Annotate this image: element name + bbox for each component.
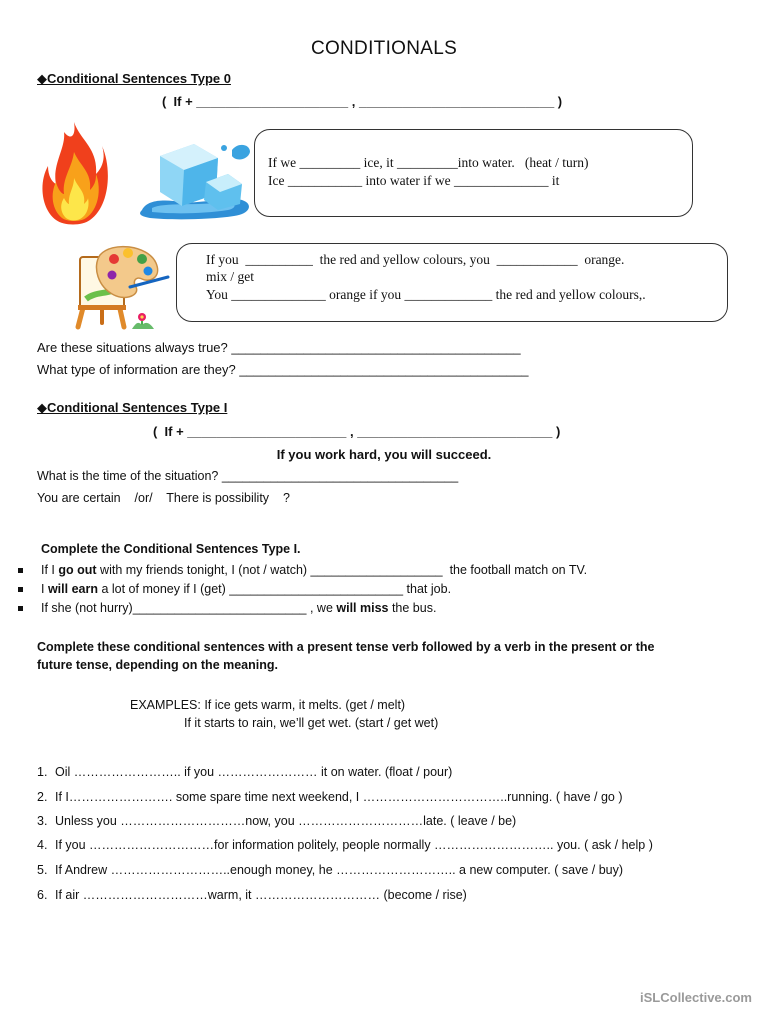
type0-box1-line1: If we _________ ice, it _________into water. (heat / turn) [268,155,589,170]
exercise1-item: I will earn a lot of money if I (get) _________________________ that job. [41,582,452,596]
exercise2-instruction-line2: future tense, depending on the meaning. [37,658,278,672]
page-title: CONDITIONALS [310,38,458,59]
type1-heading: ◆Conditional Sentences Type I [37,400,228,415]
exercise1-item: If she (not hurry)_________________________ , we will miss the bus. [41,601,437,615]
exercise2-item: 2. If I……………………. some spare time next weekend, I ……………………………..running. ( have / go ) [37,790,623,804]
type0-question-2: What type of information are they? ________________________________________ [37,362,529,377]
exercise1-item: If I go out with my friends tonight, I (not / watch) ___________________ the football match on TV. [41,563,588,577]
type0-question-1: Are these situations always true? ________________________________________ [37,340,521,355]
exercise2-examples-line2: If it starts to rain, we’ll get wet. (start / get wet) [184,716,439,730]
exercise2-item: 5. If Andrew ………………………..enough money, he ……………………….. a new computer. ( save / buy) [37,863,624,877]
exercise1-heading: Complete the Conditional Sentences Type I. [41,542,301,556]
exercise2-item: 6. If air …………………………warm, it ………………………… (become / rise) [37,888,467,902]
type1-question-1: What is the time of the situation? __________________________________ [37,469,459,483]
type0-box1-line2: Ice ___________ into water if we ______________ it [268,173,560,188]
exercise2-item: 4. If you …………………………for information politely, people normally ……………………….. you. ( ask / help ) [37,838,653,852]
type0-formula: ( If + _____________________ , ___________________________ ) [162,94,563,109]
exercise2-instruction-line1: Complete these conditional sentences with a present tense verb followed by a verb in the present or the [37,640,655,654]
fire-icon [40,118,108,228]
watermark: iSLCollective.com [640,990,752,1005]
type1-question-2: You are certain /or/ There is possibility ? [37,491,290,505]
type1-formula: ( If + ______________________ , ___________________________ ) [153,424,561,439]
type0-box2-line1: If you __________ the red and yellow colours, you ____________ orange. [206,252,625,267]
exercise2-examples-line1: EXAMPLES: If ice gets warm, it melts. (get / melt) [130,698,406,712]
exercise2-item: 1. Oil …………………….. if you …………………… it on water. (float / pour) [37,765,453,779]
bullet [18,587,23,592]
exercise2-item: 3. Unless you …………………………now, you …………………………late. ( leave / be) [37,814,517,828]
type1-example: If you work hard, you will succeed. [276,447,492,462]
ice-melting-icon [138,138,256,220]
type0-box2-line2: mix / get [206,269,254,284]
bullet [18,606,23,611]
paint-palette-easel-icon [72,243,170,331]
bullet [18,568,23,573]
type0-box2-line3: You ______________ orange if you _____________ the red and yellow colours,. [206,287,646,302]
type0-heading: ◆Conditional Sentences Type 0 [37,71,231,86]
